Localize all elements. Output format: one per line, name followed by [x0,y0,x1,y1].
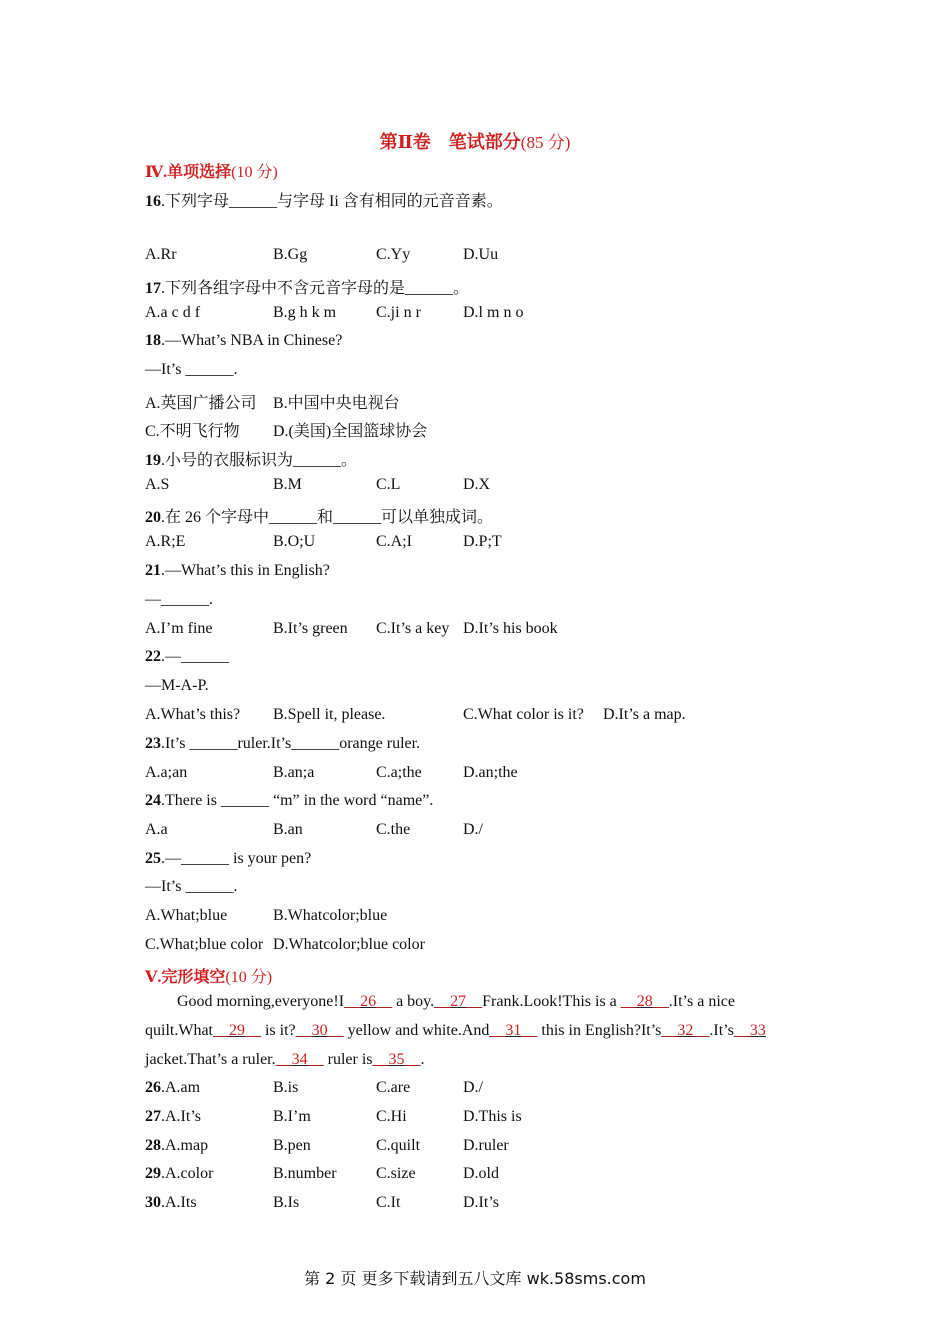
option-b: B.It’s green [273,620,348,637]
question-23 [145,735,420,753]
blank-27: __27__ [434,993,483,1010]
option-b: B.I’m [273,1108,311,1125]
question-number: 25 [145,850,161,867]
option-a: .A.Its [161,1194,197,1211]
question-text: .下列字母______与字母 Ii 含有相同的元音音素。 [161,193,503,210]
question-number: 29 [145,1165,161,1182]
option-b: B.an [273,821,303,838]
option-c: C.不明飞行物 [145,423,240,440]
section-heading-4 [145,159,278,182]
passage-line-1 [145,993,837,1011]
option-d: D.ruler [463,1137,509,1154]
blank-35: __35__ [372,1051,421,1068]
question-21 [145,562,330,580]
question-25 [145,850,311,868]
question-17 [145,275,469,298]
question-number: 23 [145,735,161,752]
option-a: A.S [145,476,170,493]
passage-text: quilt.What [145,1022,213,1039]
option-b: B.Whatcolor;blue [273,907,388,924]
section-score: (10 分) [225,969,273,986]
option-a: .A.color [161,1165,214,1182]
passage-text: jacket.That’s a ruler. [145,1051,276,1068]
passage-text: yellow and white.And [343,1022,490,1039]
blank-32: __32__ [661,1022,710,1039]
passage-text: . [420,1051,425,1068]
question-text: .There is ______ “m” in the word “name”. [161,792,434,809]
option-d: D.Whatcolor;blue color [273,936,425,953]
question-text: .It’s ______ruler.It’s______orange ruler. [161,735,421,752]
question-number: 22 [145,648,161,665]
option-a: A.a c d f [145,304,201,321]
title-main: 第Ⅱ卷 笔试部分 [379,132,521,152]
option-a: A.a [145,821,168,838]
option-d: D.old [463,1165,499,1182]
option-a: .A.It’s [161,1108,201,1125]
question-text: .—______ is your pen? [161,850,312,867]
option-c: C.quilt [376,1137,421,1154]
passage-text: .It’s [709,1022,734,1039]
question-number: 17 [145,280,161,297]
option-b: B.number [273,1165,337,1182]
question-30-option-a [145,1194,197,1212]
question-text: .在 26 个字母中______和______可以单独成词。 [161,509,494,526]
question-18 [145,332,342,350]
page-footer: 第 2 页 更多下载请到五八文库 wk.58sms.com [304,1269,646,1288]
blank-30: __30__ [295,1022,344,1039]
blank-28: __28__ [620,993,669,1010]
question-number: 20 [145,509,161,526]
title-score: (85 分) [520,133,571,152]
passage-line-2 [145,1022,805,1040]
question-text: .—What’s this in English? [161,562,330,579]
option-a: .A.map [161,1137,209,1154]
option-b: B.M [273,476,302,493]
question-24 [145,792,433,810]
option-c: C.A;I [376,533,412,550]
option-a: A.Rr [145,246,177,263]
question-19 [145,447,357,470]
question-number: 18 [145,332,161,349]
option-a: A.R;E [145,533,186,550]
option-d: D.It’s a map. [603,706,686,723]
option-a: A.英国广播公司 [145,395,257,412]
question-22-response: —M-A-P. [145,677,209,694]
section-heading-5 [145,964,272,987]
question-18-response: —It’s ______. [145,361,238,378]
question-28-option-a [145,1137,208,1155]
option-d: D.It’s [463,1194,499,1211]
question-21-response: —______. [145,591,213,608]
option-d: D.X [463,476,491,493]
option-c: C.What;blue color [145,936,264,953]
section-label: Ⅴ.完形填空 [145,969,226,986]
blank-31: __31__ [489,1022,538,1039]
option-b: B.Spell it, please. [273,706,386,723]
option-d: D.It’s his book [463,620,558,637]
question-number: 16 [145,193,161,210]
option-c: C.ji n r [376,304,421,321]
option-c: C.size [376,1165,416,1182]
blank-33: __33 [733,1022,766,1039]
question-number: 24 [145,792,161,809]
option-c: C.What color is it? [463,706,584,723]
question-22 [145,648,229,666]
option-d: D./ [463,1079,483,1096]
option-b: B.an;a [273,764,315,781]
option-d: D.P;T [463,533,502,550]
option-c: C.Hi [376,1108,407,1125]
option-a: .A.am [161,1079,201,1096]
passage-line-3 [145,1051,805,1069]
question-number: 19 [145,452,161,469]
option-d: D.(美国)全国篮球协会 [273,423,428,440]
passage-text: Frank.Look!This is a [482,993,621,1010]
option-a: A.I’m fine [145,620,213,637]
option-a: A.a;an [145,764,188,781]
passage-text: ruler is [323,1051,373,1068]
page-title [0,128,950,154]
option-d: D.an;the [463,764,518,781]
question-text: .—______ [161,648,229,665]
question-text: .下列各组字母中不含元音字母的是______。 [161,280,470,297]
question-number: 21 [145,562,161,579]
option-c: C.Yy [376,246,411,263]
option-b: B.Is [273,1194,300,1211]
question-number: 30 [145,1194,161,1211]
option-c: C.a;the [376,764,422,781]
option-d: D.l m n o [463,304,524,321]
option-d: D./ [463,821,483,838]
option-b: B.pen [273,1137,311,1154]
question-25-response: —It’s ______. [145,878,238,895]
option-a: A.What;blue [145,907,228,924]
question-16 [145,188,503,211]
option-b: B.Gg [273,246,308,263]
question-number: 28 [145,1137,161,1154]
question-text: .—What’s NBA in Chinese? [161,332,343,349]
blank-26: __26__ [344,993,393,1010]
question-27-option-a [145,1108,201,1126]
question-number: 26 [145,1079,161,1096]
section-label: Ⅳ.单项选择 [145,164,232,181]
option-d: D.Uu [463,246,499,263]
passage-text: Good morning,everyone!I [177,993,345,1010]
question-29-option-a [145,1165,213,1183]
option-c: C.are [376,1079,411,1096]
question-26-option-a [145,1079,200,1097]
section-score: (10 分) [231,164,278,181]
option-d: D.This is [463,1108,522,1125]
question-number: 27 [145,1108,161,1125]
option-c: C.It [376,1194,401,1211]
option-c: C.the [376,821,411,838]
question-20 [145,504,493,527]
option-c: C.It’s a key [376,620,450,637]
passage-text: this in English?It’s [537,1022,662,1039]
option-a: A.What’s this? [145,706,241,723]
passage-text: is it? [260,1022,296,1039]
option-c: C.L [376,476,401,493]
passage-text: .It’s a nice [668,993,735,1010]
blank-34: __34__ [275,1051,324,1068]
option-b: B.O;U [273,533,316,550]
blank-29: __29__ [212,1022,261,1039]
option-b: B.g h k m [273,304,337,321]
passage-text: a boy. [392,993,435,1010]
option-b: B.中国中央电视台 [273,395,400,412]
question-text: .小号的衣服标识为______。 [161,452,358,469]
option-b: B.is [273,1079,299,1096]
